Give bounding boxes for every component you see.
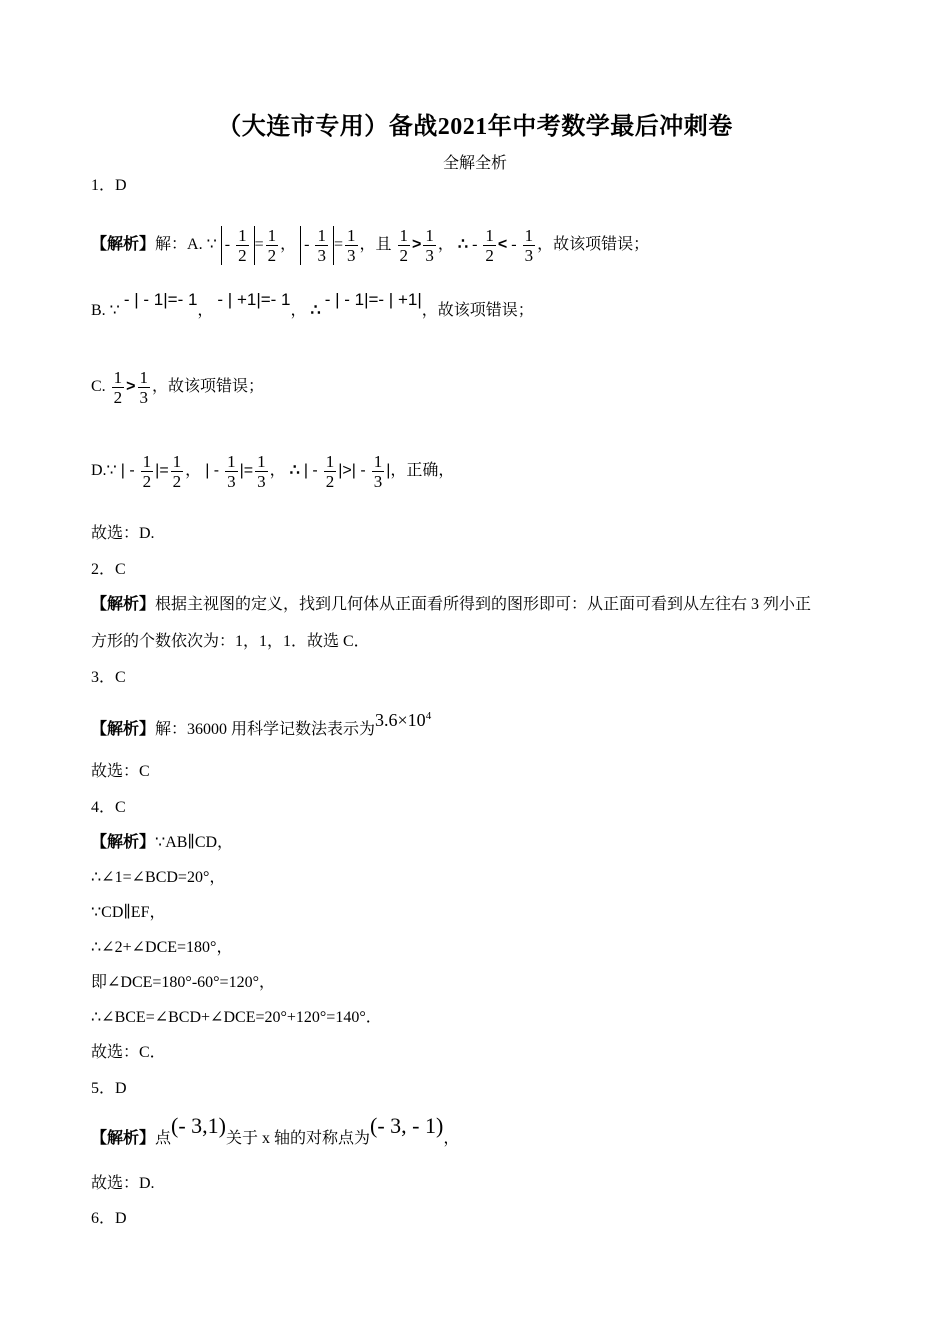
comma: ，: [269, 462, 286, 480]
math-expr: |: [386, 462, 391, 480]
fraction: [138, 368, 151, 407]
q4-line1: [91, 833, 233, 853]
fraction: [324, 452, 337, 491]
and-text: ，且: [359, 236, 392, 254]
q1-analysis-c: [91, 368, 264, 407]
fraction: [423, 226, 436, 265]
abs-expr: [300, 226, 334, 265]
wrong-text: ，故该项错误；: [152, 378, 265, 396]
fraction: [236, 226, 249, 265]
minus-sign: -: [511, 236, 517, 254]
fraction: [112, 368, 125, 407]
q5-text: 点: [155, 1130, 172, 1147]
less-than: <: [497, 236, 508, 254]
q5-text: 关于 x 轴的对称点为: [226, 1130, 371, 1147]
denominator: 2: [113, 388, 123, 407]
denominator: 3: [257, 472, 266, 491]
analysis-label: 【解析】: [91, 834, 156, 851]
comma: ，: [280, 236, 297, 254]
q4-line2: ∴∠1=∠BCD=20°，: [91, 869, 226, 886]
q6-answer: 6．D: [91, 1210, 127, 1227]
denominator: 3: [227, 472, 236, 491]
minus-sign: -: [472, 236, 478, 254]
numerator: 1: [317, 226, 326, 245]
comma: ，: [197, 302, 214, 319]
comma: ，: [290, 302, 307, 319]
wrong-text: ，故该项错误；: [421, 302, 534, 319]
fraction: [266, 226, 279, 265]
numerator: 1: [172, 452, 182, 471]
denominator: 2: [325, 472, 335, 491]
denominator: 2: [172, 472, 182, 491]
math-expr: | -: [303, 462, 318, 480]
numerator: 1: [325, 452, 335, 471]
math-expr: |=: [155, 462, 169, 480]
q4-line5: 即∠DCE=180°-60°=120°，: [91, 974, 275, 991]
numerator: 1: [485, 226, 494, 245]
q1-analysis-b: [91, 290, 534, 321]
q1-conclusion: 故选：D.: [91, 525, 155, 542]
therefore-symbol: ∴: [310, 302, 321, 319]
fraction: [398, 226, 411, 265]
q2-text: 根据主视图的定义，找到几何体从正面看所得到的图形即可：从正面可看到从左往右 3 列小正: [155, 596, 812, 613]
therefore-symbol: ∴: [289, 462, 300, 480]
math-expr: - | +1|=- 1: [217, 290, 291, 309]
math-expr: - | - 1|=- | +1|: [324, 290, 422, 309]
math-expr: |=: [239, 462, 254, 480]
analysis-label: 【解析】: [91, 236, 156, 254]
greater-than: >: [126, 378, 136, 396]
equals: =: [333, 236, 343, 254]
q3-text: 解：36000 用科学记数法表示为: [155, 721, 376, 738]
numerator: 1: [227, 452, 236, 471]
denominator: 2: [238, 246, 247, 265]
comma: ，: [185, 462, 202, 480]
q2-analysis-line1: [91, 595, 811, 615]
numerator: 1: [139, 368, 149, 387]
q3-answer: 3．C: [91, 669, 126, 686]
analysis-label: 【解析】: [91, 596, 156, 613]
q4-text: ∵AB∥CD，: [155, 834, 234, 851]
fraction: [141, 452, 154, 491]
equals: =: [254, 236, 264, 254]
q1-analysis-a: [91, 226, 649, 265]
option-b-label: B. ∵: [91, 302, 120, 319]
q4-line6: ∴∠BCE=∠BCD+∠DCE=20°+120°=140°．: [91, 1009, 382, 1026]
numerator: 1: [399, 226, 409, 245]
numerator: 1: [113, 368, 123, 387]
numerator: 1: [267, 226, 277, 245]
point-expr: (- 3,1): [171, 1113, 227, 1138]
q2-answer: 2．C: [91, 561, 126, 578]
minus-sign: -: [224, 236, 231, 254]
fraction: [372, 452, 385, 491]
numerator: 1: [347, 226, 356, 245]
numerator: 1: [373, 452, 383, 471]
math-expr: | -: [120, 462, 135, 480]
q3-conclusion: 故选：C: [91, 763, 150, 780]
denominator: 3: [425, 246, 434, 265]
sci-exponent: 4: [425, 710, 432, 722]
wrong-text: ，故该项错误；: [537, 236, 650, 254]
comma: ，: [443, 1130, 460, 1147]
math-expr: |>| -: [338, 462, 366, 480]
denominator: 3: [524, 246, 534, 265]
page-title: （大连市专用）备战2021年中考数学最后冲刺卷: [217, 114, 733, 140]
q2-analysis-line2: 方形的个数依次为：1，1，1．故选 C．: [91, 633, 370, 650]
q4-answer: 4．C: [91, 799, 126, 816]
math-expr: - | - 1|=- 1: [123, 290, 198, 309]
numerator: 1: [425, 226, 434, 245]
correct-text: ，正确，: [390, 462, 455, 480]
math-expr: | -: [205, 462, 220, 480]
q1-answer: 1．D: [91, 177, 127, 194]
q1-analysis-d: [91, 452, 454, 491]
q1-a-prefix: 解：A. ∵: [155, 236, 217, 254]
sci-base: 3.6×10: [375, 710, 426, 730]
numerator: 1: [257, 452, 266, 471]
q5-conclusion: 故选：D.: [91, 1175, 155, 1192]
denominator: 3: [139, 388, 149, 407]
q5-analysis: [91, 1113, 460, 1149]
fraction: [171, 452, 184, 491]
q4-line4: ∴∠2+∠DCE=180°，: [91, 939, 233, 956]
abs-expr: [221, 226, 255, 265]
denominator: 3: [347, 246, 356, 265]
option-c-label: C.: [91, 378, 106, 396]
denominator: 2: [267, 246, 277, 265]
denominator: 2: [399, 246, 409, 265]
analysis-label: 【解析】: [91, 1130, 156, 1147]
analysis-label: 【解析】: [91, 721, 156, 738]
fraction: [345, 226, 358, 265]
comma: ，: [437, 236, 454, 254]
denominator: 2: [485, 246, 494, 265]
minus-sign: -: [304, 236, 310, 254]
greater-than: >: [412, 236, 422, 254]
fraction: [225, 452, 238, 491]
q4-line3: ∵CD∥EF，: [91, 904, 166, 921]
option-d-label: D.∵: [91, 462, 117, 480]
sci-notation: [375, 710, 431, 730]
denominator: 3: [373, 472, 383, 491]
fraction: [483, 226, 496, 265]
page-subtitle: 全解全析: [442, 155, 507, 172]
denominator: 3: [317, 246, 326, 265]
denominator: 2: [142, 472, 152, 491]
fraction: [523, 226, 536, 265]
q5-answer: 5．D: [91, 1080, 127, 1097]
q3-analysis: [91, 710, 432, 740]
numerator: 1: [524, 226, 534, 245]
numerator: 1: [142, 452, 152, 471]
fraction: [315, 226, 328, 265]
numerator: 1: [238, 226, 247, 245]
therefore-symbol: ∴: [457, 236, 469, 254]
q4-conclusion: 故选：C．: [91, 1044, 166, 1061]
fraction: [255, 452, 268, 491]
point-expr: (- 3, - 1): [370, 1113, 444, 1138]
